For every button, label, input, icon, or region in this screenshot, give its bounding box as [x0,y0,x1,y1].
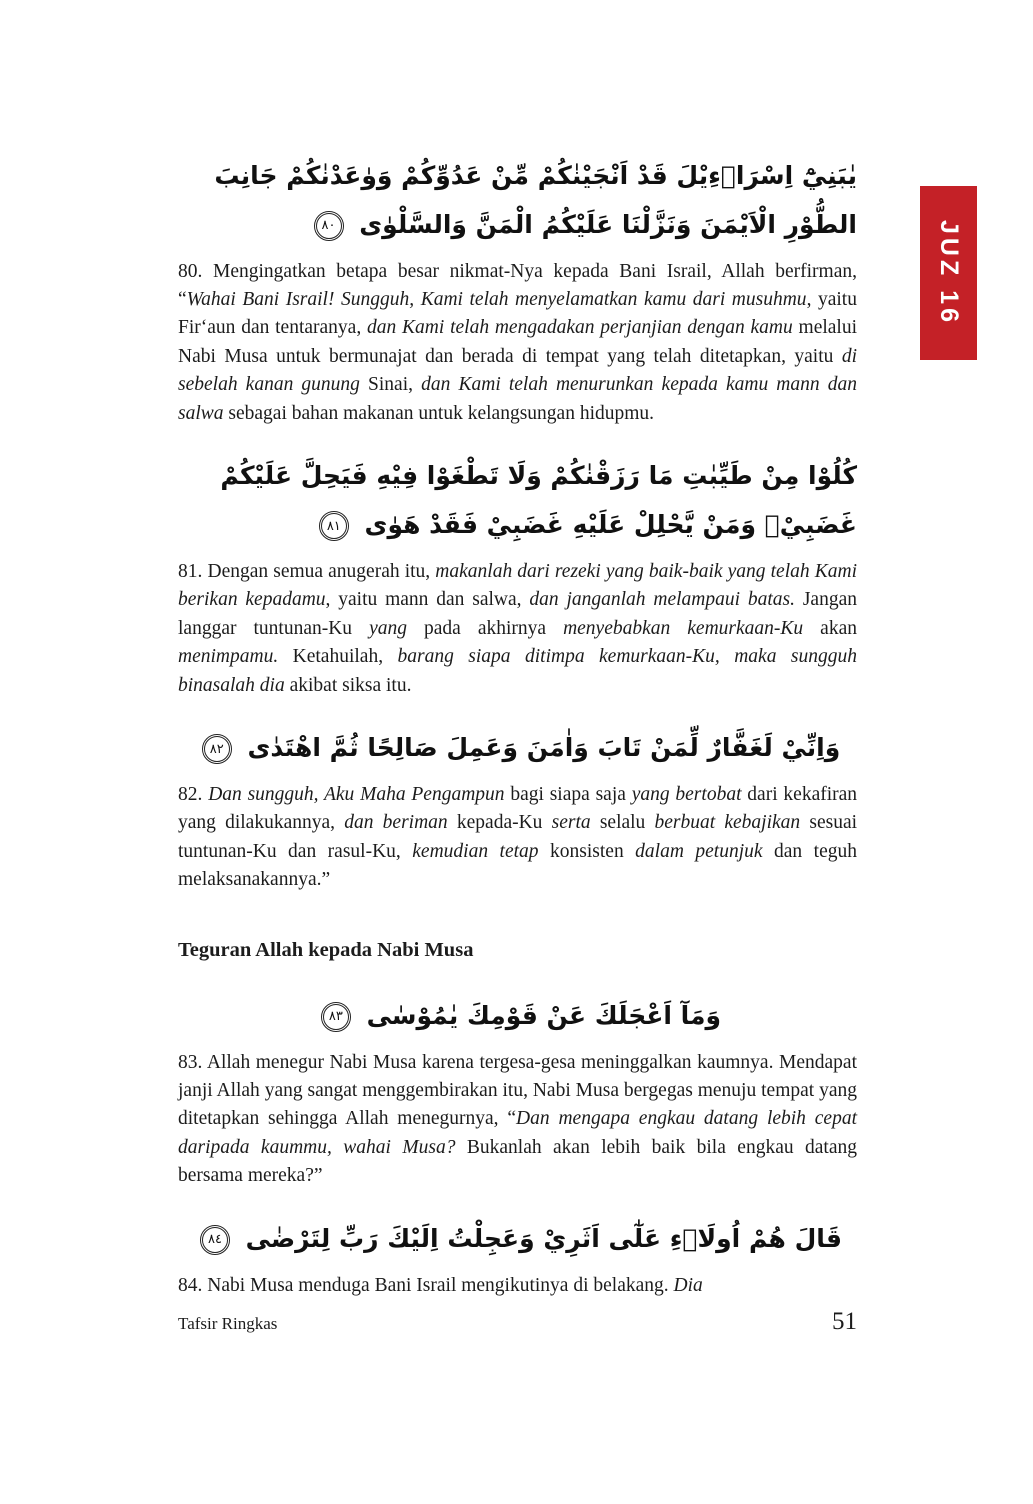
tafsir-paragraph-83: 83. Allah menegur Nabi Musa karena tergesa-gesa meninggalkan kaumnya. Mendapat janji Allah yang sangat menggembirakan itu, Nabi Musa bergegas menuju tempat yang ditetapkan sehingga Allah menegurnya, “Dan mengapa engkau datang lebih cepat daripada kaummu, wahai Musa? Bukanlah akan lebih baik bila engkau datang bersama mereka?” [178,1051,857,1187]
section-heading: Teguran Allah kepada Nabi Musa [178,938,474,961]
tafsir-paragraph-81: 81. Dengan semua anugerah itu, makanlah dari rezeki yang baik-baik yang telah Kami berikan kepadamu, yaitu mann dan salwa, dan janganlah melampaui batas. Jangan langgar tuntunan-Ku yang pada akhirnya menyebabkan kemurkaan-Ku akan menimpamu. Ketahuilah, barang siapa ditimpa kemurkaan-Ku, maka sungguh binasalah dia akibat siksa itu. [178,560,857,696]
footer-book-title: Tafsir Ringkas [178,1314,278,1333]
arabic-verse-84-text: قَالَ هُمْ اُولَاۤءِ عَلٰٓى اَثَرِيْ وَعَجِلْتُ اِلَيْكَ رَبِّ لِتَرْضٰى [245,1223,843,1253]
arabic-verse-80-text: يٰبَنِيْٓ اِسْرَاۤءِيْلَ قَدْ اَنْجَيْنٰكُمْ مِّنْ عَدُوِّكُمْ وَوٰعَدْنٰكُمْ جَانِبَ الطُّوْرِ الْاَيْمَنَ وَنَزَّلْنَا عَلَيْكُمُ الْمَنَّ وَالسَّلْوٰى [214,161,857,239]
arabic-verse-81-text: كُلُوْا مِنْ طَيِّبٰتِ مَا رَزَقْنٰكُمْ وَلَا تَطْغَوْا فِيْهِ فَيَحِلَّ عَلَيْكُمْ غَضَبِيْۚ وَمَنْ يَّحْلِلْ عَلَيْهِ غَضَبِيْ فَقَدْ هَوٰى [220,461,857,540]
page-number: 51 [832,1308,857,1335]
page-content [178,152,857,1300]
juz-tab [920,186,977,360]
tafsir-paragraph-84: 84. Nabi Musa menduga Bani Israil mengikutinya di belakang. Dia [178,1274,703,1296]
ayah-number-81-badge: ٨١ [319,511,349,541]
ayah-number-83-badge: ٨٣ [321,1002,351,1032]
ayah-number-82-badge: ٨٢ [202,734,232,764]
arabic-verse-82-text: وَاِنِّيْ لَغَفَّارٌ لِّمَنْ تَابَ وَاٰمَنَ وَعَمِلَ صَالِحًا ثُمَّ اهْتَدٰى [247,733,841,763]
page-footer [178,1308,857,1336]
arabic-verse-83 [178,992,857,1041]
juz-tab-label: JUZ 16 [935,220,963,326]
tafsir-paragraph-80: 80. Mengingatkan betapa besar nikmat-Nya kepada Bani Israil, Allah berfirman, “Wahai Bani Israil! Sungguh, Kami telah menyelamatkan kamu dari musuhmu, yaitu Fir‘aun dan tentaranya, dan Kami telah mengadakan perjanjian dengan kamu melalui Nabi Musa untuk bermunajat dan berada di tempat yang telah ditetapkan, yaitu di sebelah kanan gunung Sinai, dan Kami telah menurunkan kepada kamu mann dan salwa sebagai bahan makanan untuk kelangsungan hidupmu. [178,260,858,424]
arabic-verse-81 [178,452,857,550]
tafsir-paragraph-82: 82. Dan sungguh, Aku Maha Pengampun bagi siapa saja yang bertobat dari kekafiran yang dilakukannya, dan beriman kepada-Ku serta selalu berbuat kebajikan sesuai tuntunan-Ku dan rasul-Ku, kemudian tetap konsisten dalam petunjuk dan teguh melaksanakannya.” [178,783,858,891]
arabic-verse-80 [178,152,857,250]
ayah-number-80-badge: ٨٠ [314,211,344,241]
arabic-verse-82 [178,724,857,773]
arabic-verse-83-text: وَمَآ اَعْجَلَكَ عَنْ قَوْمِكَ يٰمُوْسٰى [366,1000,722,1030]
arabic-verse-84 [178,1215,857,1264]
ayah-number-84-badge: ٨٤ [200,1225,230,1255]
